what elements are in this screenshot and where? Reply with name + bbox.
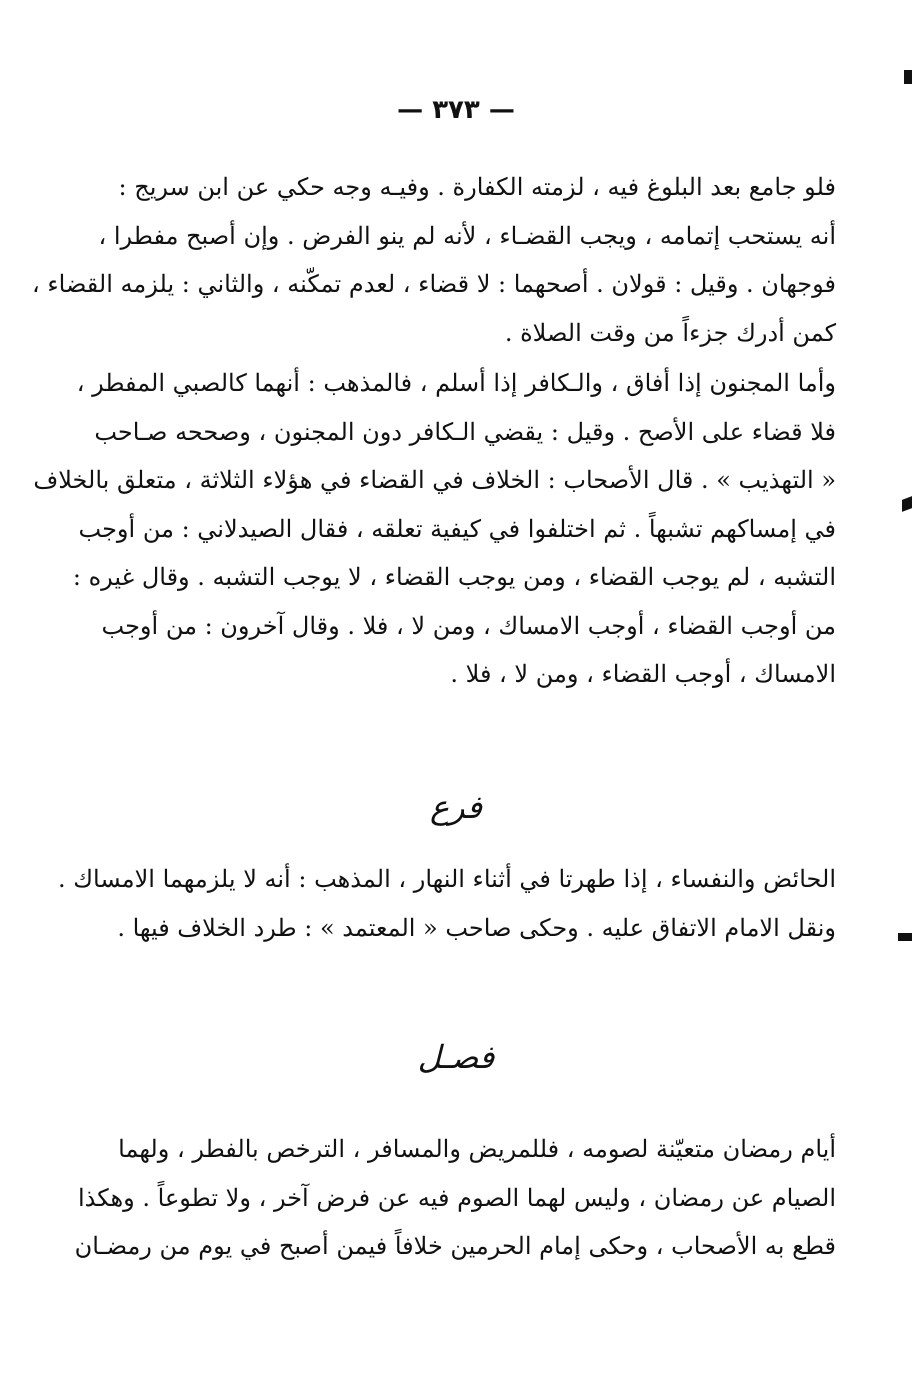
margin-ink-mark [904,70,912,84]
margin-ink-mark [898,933,912,941]
paragraph-line: فلا قضاء على الأصح . وقيل : يقضي الـكافر دون المجنون ، وصححه صـاحب [94,417,836,446]
paragraph-line: أيام رمضان متعيّنة لصومه ، فللمريض والمسافر ، الترخص بالفطر ، ولهما [118,1135,836,1163]
paragraph-line: الامساك ، أوجب القضاء ، ومن لا ، فلا . [450,660,836,688]
page-number: — ٣٧٣ — [397,95,515,125]
paragraph-4 [74,1125,836,1271]
paragraph-line: فوجهان . وقيل : قولان . أصحهما : لا قضاء ، لعدم تمكّنه ، والثاني : يلزمه القضاء ، [32,270,836,298]
margin-ink-mark [902,496,912,512]
paragraph-line: فلو جامع بعد البلوغ فيه ، لزمته الكفارة . وفيـه وجه حكي عن ابن سريج : [118,173,836,201]
paragraph-line: وأما المجنون إذا أفاق ، والـكافر إذا أسلم ، فالمذهب : أنهما كالصبي المفطر ، [76,369,836,397]
paragraph-1 [32,163,836,357]
paragraph-line: التشبه ، لم يوجب القضاء ، ومن يوجب القضاء ، لا يوجب التشبه . وقال غيره : [72,563,836,591]
paragraph-3 [57,855,836,952]
paragraph-line: الحائض والنفساء ، إذا طهرتا في أثناء النهار ، المذهب : أنه لا يلزمهما الامساك . [57,865,836,893]
paragraph-2 [33,359,836,699]
paragraph-line: من أوجب القضاء ، أوجب الامساك ، ومن لا ، فلا . وقال آخرون : من أوجب [101,611,836,640]
paragraph-line: كمن أدرك جزءاً من وقت الصلاة . [504,318,836,347]
section-heading-fasl: فصـل [417,1038,495,1076]
paragraph-line: الصيام عن رمضان ، وليس لهما الصوم فيه عن فرض آخر ، ولا تطوعاً . وهكذا [78,1183,836,1212]
paragraph-line: ونقل الامام الاتفاق عليه . وحكى صاحب « المعتمد » : طرد الخلاف فيها . [117,913,836,942]
paragraph-line: أنه يستحب إتمامه ، ويجب القضـاء ، لأنه لم ينو الفرض . وإن أصبح مفطرا ، [98,221,836,250]
paragraph-line: قطع به الأصحاب ، وحكى إمام الحرمين خلافاً فيمن أصبح في يوم من رمضـان [74,1232,836,1260]
section-heading-far: فرع [429,788,483,826]
paragraph-line: « التهذيب » . قال الأصحاب : الخلاف في القضاء في هؤلاء الثلاثة ، متعلق بالخلاف [33,466,836,494]
paragraph-line: في إمساكهم تشبهاً . ثم اختلفوا في كيفية تعلقه ، فقال الصيدلاني : من أوجب [78,514,836,543]
